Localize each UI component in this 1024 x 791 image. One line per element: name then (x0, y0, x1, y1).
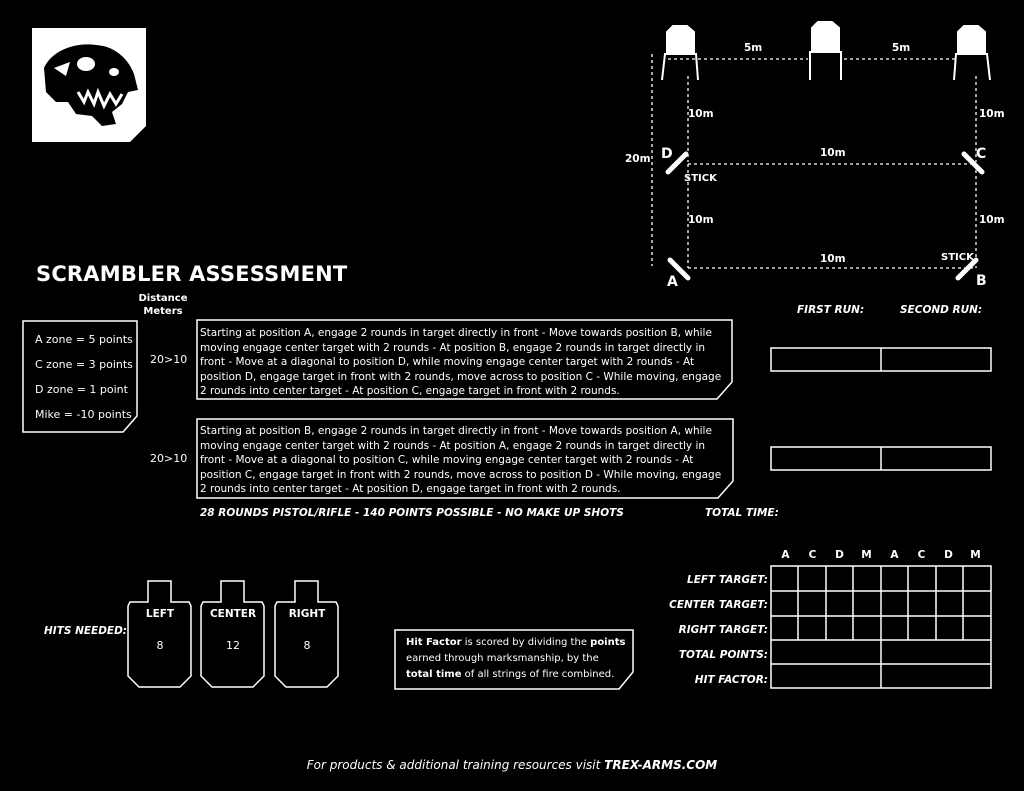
first-run-label: FIRST RUN: (797, 304, 865, 316)
bottom-width-label: 10m (820, 253, 846, 265)
run-2-distance: 20>10 (150, 452, 188, 465)
hits-needed-label: HITS NEEDED: (44, 625, 128, 637)
left-target-name: LEFT (145, 608, 175, 620)
score-grid (768, 563, 994, 691)
zone-a-points: A zone = 5 points (35, 333, 133, 346)
right-upper-distance-label: 10m (979, 108, 1005, 120)
distance-header: Distance Meters (138, 293, 188, 317)
spacing-top-left-label: 5m (744, 42, 763, 54)
run-2-description: Starting at position B, engage 2 rounds in target directly in front - Move towards position A, while moving engage center target with 2 rounds - At position A, engage 2 rounds in target directly in front - Move at a diagonal to position C, while moving engage center target with 2 rounds - At position C, engage target in front with 2 rounds, move across to position D - While moving, engage 2 rounds into center target - At position D, engage target in front with 2 rounds. (200, 425, 722, 495)
col-header: D (835, 549, 844, 561)
spacing-top-right-label: 5m (892, 42, 911, 54)
zone-mike-points: Mike = -10 points (35, 408, 132, 421)
left-target-icon (128, 581, 191, 687)
target-stand-left-icon (662, 26, 698, 80)
center-target-hits: 12 (226, 639, 240, 652)
col-header: C (917, 549, 926, 561)
trex-skull-logo (32, 28, 146, 142)
col-header: M (970, 549, 981, 561)
target-stand-right-icon (954, 26, 990, 80)
col-header: D (944, 549, 953, 561)
stick-upper-label: STICK (684, 173, 717, 184)
center-target-name: CENTER (209, 608, 257, 620)
course-diagram (618, 14, 1018, 292)
row-label-left-target: LEFT TARGET: (687, 574, 768, 586)
row-label-right-target: RIGHT TARGET: (678, 624, 768, 636)
right-target-name: RIGHT (288, 608, 326, 620)
left-lower-distance-label: 10m (688, 214, 714, 226)
total-time-label: TOTAL TIME: (705, 507, 779, 519)
right-target-hits: 8 (303, 639, 311, 652)
left-upper-distance-label: 10m (688, 108, 714, 120)
right-target-icon (275, 581, 338, 687)
col-header: A (890, 549, 899, 561)
zone-d-points: D zone = 1 point (35, 383, 128, 396)
zone-c-points: C zone = 3 points (35, 358, 133, 371)
mid-width-label: 10m (820, 147, 846, 159)
run-1-distance: 20>10 (150, 353, 188, 366)
position-d-label: D (661, 146, 673, 162)
second-run-label: SECOND RUN: (900, 304, 983, 316)
overall-distance-label: 20m (625, 153, 651, 165)
footer-site-link[interactable]: TREX-ARMS.COM (604, 758, 718, 772)
col-header: C (808, 549, 817, 561)
col-header: A (781, 549, 790, 561)
row-label-hit-factor: HIT FACTOR: (694, 674, 768, 686)
center-target-icon (201, 581, 264, 687)
row-label-total-points: TOTAL POINTS: (678, 649, 768, 661)
target-stand-center-icon (809, 22, 842, 80)
row-label-center-target: CENTER TARGET: (669, 599, 768, 611)
position-a-label: A (667, 274, 678, 290)
right-lower-distance-label: 10m (979, 214, 1005, 226)
run-time-boxes (768, 345, 994, 473)
col-header: M (861, 549, 872, 561)
stick-lower-label: STICK (941, 252, 974, 263)
footer-note: For products & additional training resources visit TREX-ARMS.COM (306, 758, 718, 772)
hit-factor-explanation: Hit Factor is scored by dividing the points earned through marksmanship, by the total time of all strings of fire combined. (406, 637, 626, 680)
target-silhouettes (125, 578, 345, 690)
position-b-label: B (976, 273, 987, 289)
run-1-description: Starting at position A, engage 2 rounds in target directly in front - Move towards position B, while moving engage center target with 2 rounds - At position B, engage 2 rounds in target directly in front - Move at a diagonal to position D, while moving engage center target with 2 rounds - At position D, engage target in front with 2 rounds, move across to position C - While moving, engage 2 rounds into center target - At position C, engage target in front with 2 rounds. (200, 327, 722, 397)
rounds-note: 28 ROUNDS PISTOL/RIFLE - 140 POINTS POSSIBLE - NO MAKE UP SHOTS (200, 507, 624, 519)
left-target-hits: 8 (156, 639, 164, 652)
position-c-label: C (976, 146, 987, 162)
page-title: SCRAMBLER ASSESSMENT (36, 262, 348, 286)
